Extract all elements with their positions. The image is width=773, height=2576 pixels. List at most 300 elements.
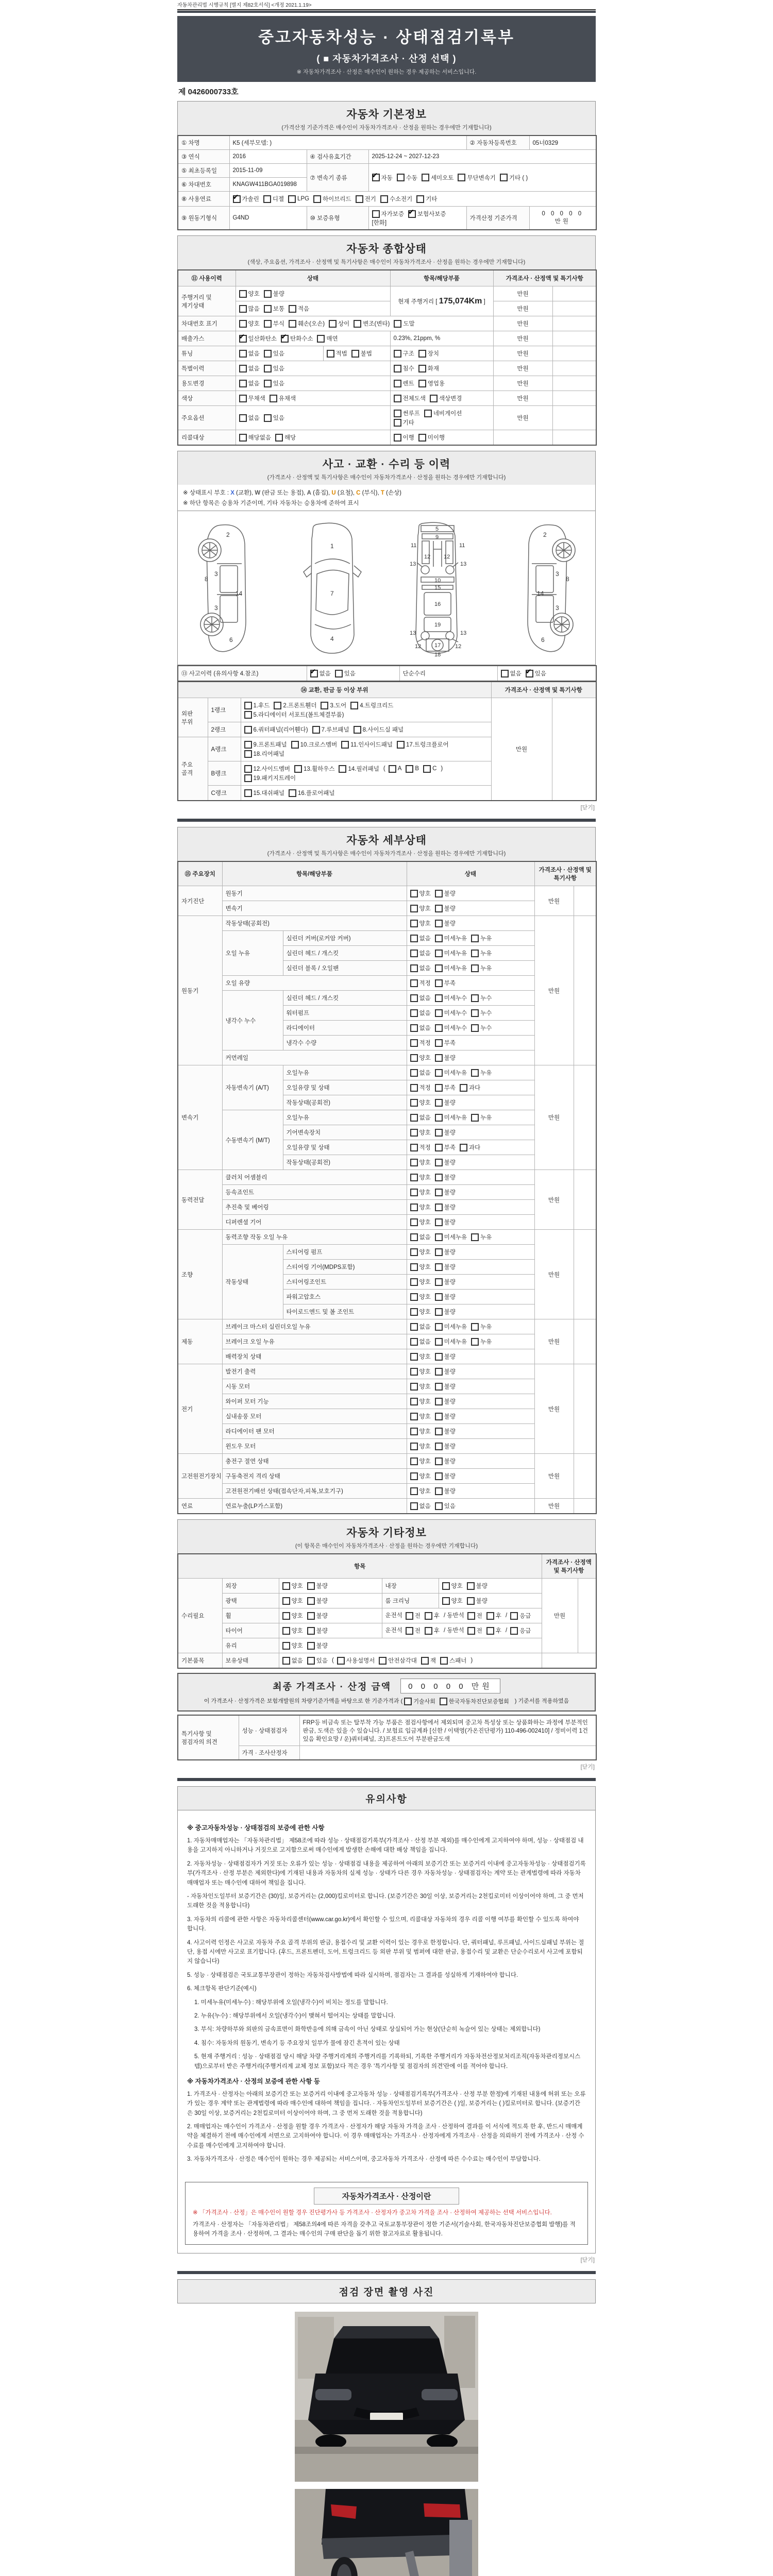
checkbox-양호[interactable]: [410, 1173, 431, 1181]
checkbox-적음[interactable]: [289, 304, 309, 313]
checkbox-후[interactable]: [486, 1612, 501, 1620]
checkbox-상이[interactable]: [329, 319, 349, 328]
checkbox-누수[interactable]: [471, 1024, 492, 1032]
row-label: 2랭크: [208, 722, 241, 737]
checkbox-있음[interactable]: [264, 414, 284, 422]
notice-paragraph: 1. 자동차매매업자는 「자동차관리법」 제58조에 따라 성능 · 상태점검기록부(가격조사 · 산정 부분 제외)를 매수인에게 고지하여야 하며, 성능 · 상태점검 내용을 고지하지 아니하거나 거짓으로 고지함으로써 매수인에게 발생한 손해에 대한 배상 책임을 집니다.: [187, 1838, 584, 1854]
checkbox-양호[interactable]: [410, 889, 431, 897]
checkbox-디젤[interactable]: [263, 195, 284, 203]
checkbox-불량[interactable]: [435, 1382, 456, 1391]
checkbox-box: [410, 905, 418, 912]
checkbox-label: 기타: [402, 420, 414, 426]
checkbox-미세누유[interactable]: [435, 949, 467, 957]
checkbox-미세누유[interactable]: [435, 1113, 467, 1122]
value-cell: KNAGW411BGA019898: [229, 178, 307, 192]
checkbox-탄화수소[interactable]: [281, 334, 313, 343]
checkbox-B[interactable]: [406, 765, 419, 773]
checkbox-양호[interactable]: [282, 1612, 303, 1620]
notice-paragraph: - 자동차인도일부터 보증기간은 (30)일, 보증거리는 (2,000)킬로미터로 합니다. (보증기간은 30일 이상, 보증거리는 2천킬로미터 이상이어야 하며, 그 중 먼저 도래한 것을 적용합니다): [187, 1893, 584, 1909]
checkbox-label: 미세누유: [444, 951, 467, 957]
checkbox-3.도어[interactable]: [321, 701, 346, 709]
checkbox-2.프론트휀더[interactable]: [274, 701, 316, 709]
checkbox-적정[interactable]: [410, 1039, 431, 1047]
checkbox-도말[interactable]: [394, 319, 414, 328]
checkbox-불량[interactable]: [435, 1158, 456, 1166]
checkbox-불량[interactable]: [435, 1188, 456, 1196]
checkbox-응급[interactable]: [510, 1612, 531, 1620]
checkbox-없음[interactable]: [410, 1323, 431, 1331]
checkbox-전체도색[interactable]: [394, 394, 426, 402]
checkbox-label: 색상변경: [439, 396, 462, 402]
checkbox-19.패키지트레이[interactable]: [244, 774, 296, 782]
checkbox-과다[interactable]: [460, 1083, 480, 1092]
checkbox-불량[interactable]: [307, 1597, 328, 1605]
checkbox-누유[interactable]: [471, 1113, 492, 1122]
checkbox-label: 부족: [444, 1085, 456, 1091]
checkbox-box: [317, 335, 325, 343]
checkbox-무채색[interactable]: [239, 394, 265, 402]
checkbox-불량[interactable]: [435, 1128, 456, 1137]
checkbox-기타 ( )[interactable]: [500, 174, 528, 182]
checkbox-부식[interactable]: [264, 319, 284, 328]
checkbox-불량[interactable]: [435, 1098, 456, 1107]
checkbox-1.후드[interactable]: [244, 701, 270, 709]
legend-code-U: U: [331, 490, 336, 496]
checkbox-누유[interactable]: [471, 1337, 492, 1346]
checkbox-10.크로스멤버[interactable]: [291, 740, 338, 749]
close-link[interactable]: [닫기]: [580, 805, 595, 811]
checkbox-box: [435, 890, 443, 897]
checkbox-label: 양호: [291, 1628, 303, 1634]
checkbox-안전삼각대[interactable]: [379, 1656, 417, 1665]
checkbox-양호[interactable]: [410, 904, 431, 912]
checkbox-box: [282, 1627, 290, 1635]
checkbox-양호[interactable]: [282, 1582, 303, 1590]
checkbox-label: 미세누수: [444, 1010, 467, 1016]
checkbox-양호[interactable]: [410, 1382, 431, 1391]
checkbox-box: [288, 195, 296, 203]
checkbox-있음[interactable]: [264, 379, 284, 387]
checkbox-양호[interactable]: [442, 1582, 463, 1590]
checkbox-A[interactable]: [389, 765, 402, 773]
checkbox-자가보증[interactable]: [372, 210, 404, 218]
checkbox-부족[interactable]: [435, 1039, 456, 1047]
checkbox-불량[interactable]: [435, 1472, 456, 1480]
checkbox-썬루프[interactable]: [394, 409, 420, 417]
checkbox-후[interactable]: [486, 1626, 501, 1635]
checkbox-label: 불량: [444, 1354, 456, 1360]
checkbox-무단변속기[interactable]: [458, 174, 496, 182]
checkbox-유채색[interactable]: [270, 394, 296, 402]
checkbox-label: 네비게이션: [433, 411, 462, 417]
checkbox-잭[interactable]: [421, 1656, 436, 1665]
checkbox-미세누유[interactable]: [435, 1323, 467, 1331]
checkbox-부족[interactable]: [435, 1083, 456, 1092]
form-reference: 자동차관리법 시행규칙 [별지 제82호서식] <개정 2021.1.19>: [177, 3, 312, 8]
checkbox-불량[interactable]: [435, 1487, 456, 1495]
checkbox-불량[interactable]: [307, 1626, 328, 1635]
checkbox-부족[interactable]: [435, 979, 456, 987]
checkbox-없음[interactable]: [410, 964, 431, 972]
checkbox-불법[interactable]: [351, 349, 372, 358]
checkbox-이행[interactable]: [394, 433, 414, 442]
checkbox-하이브리드[interactable]: [313, 195, 351, 203]
checkbox-label: 사용설명서: [346, 1658, 375, 1664]
row-label: 광택: [222, 1594, 279, 1608]
close-link[interactable]: [닫기]: [580, 1764, 595, 1771]
checkbox-불량[interactable]: [467, 1597, 488, 1605]
checkbox-양호[interactable]: [410, 1158, 431, 1166]
checkbox-있음[interactable]: [526, 669, 546, 677]
checkbox-전[interactable]: [406, 1626, 421, 1635]
checkbox-미세누유[interactable]: [435, 1069, 467, 1077]
checkbox-box: [471, 1069, 479, 1077]
checkbox-box: [410, 1487, 418, 1495]
checkbox-적정[interactable]: [410, 1143, 431, 1151]
checkbox-양호[interactable]: [410, 1278, 431, 1286]
checkbox-label: 불량: [444, 921, 456, 927]
checkbox-불량[interactable]: [307, 1582, 328, 1590]
checkbox-불량[interactable]: [435, 1248, 456, 1256]
checkbox-색상변경[interactable]: [430, 394, 462, 402]
checkbox-전[interactable]: [406, 1612, 421, 1620]
checkbox-화재[interactable]: [418, 364, 439, 372]
checkbox-group: [407, 1185, 534, 1200]
checkbox-양호[interactable]: [410, 1248, 431, 1256]
checkbox-침수[interactable]: [394, 364, 414, 372]
checkbox-label: 불량: [316, 1643, 328, 1649]
checkbox-수소전기[interactable]: [380, 195, 412, 203]
checkbox-box: [289, 320, 296, 328]
row-label: 워터펌프: [283, 1006, 407, 1021]
checkbox-양호[interactable]: [239, 290, 260, 298]
checkbox-불량[interactable]: [435, 1173, 456, 1181]
checkbox-label: 14.필러패널: [348, 766, 379, 772]
checkbox-group: [368, 164, 596, 192]
row-label: 가격산정 기준가격: [466, 207, 529, 230]
checkbox-14.필러패널[interactable]: [339, 765, 379, 773]
checkbox-미세누유[interactable]: [435, 1233, 467, 1241]
row-label: 작동상태: [222, 1245, 283, 1319]
checkbox-불량[interactable]: [435, 1457, 456, 1465]
price-box-red-note: ※ 「가격조사 · 산정」은 매수인이 원할 경우 진단평가사 등 가격조사 · 산정자가 중고차 가격을 조사 · 산정하여 제공하는 선택 서비스입니다.: [193, 2209, 552, 2216]
checkbox-있음[interactable]: [435, 1502, 456, 1510]
checkbox-자동[interactable]: [372, 174, 393, 182]
checkbox-불량[interactable]: [435, 1427, 456, 1435]
price-box-title: 자동차가격조사 · 산정이란: [314, 2188, 459, 2205]
checkbox-label: 양호: [248, 321, 260, 327]
checkbox-한국자동차진단보증협회[interactable]: [440, 1697, 509, 1705]
checkbox-label: 구조: [402, 351, 414, 357]
checkbox-label: 양호: [451, 1583, 463, 1589]
checkbox-양호[interactable]: [410, 1308, 431, 1316]
row-label: 보유상태: [222, 1653, 279, 1669]
accident-history-table: [177, 665, 597, 682]
checkbox-양호[interactable]: [410, 1427, 431, 1435]
checkbox-15.대쉬패널[interactable]: [244, 789, 284, 797]
checkbox-box: [244, 726, 252, 734]
checkbox-불량[interactable]: [435, 1442, 456, 1450]
row-label: 유리: [222, 1638, 279, 1653]
checkbox-누유[interactable]: [471, 964, 492, 972]
checkbox-있음[interactable]: [264, 364, 284, 372]
checkbox-13.휠하우스[interactable]: [294, 765, 334, 773]
checkbox-box: [356, 195, 363, 203]
checkbox-일산화탄소[interactable]: [239, 334, 277, 343]
checkbox-기타[interactable]: [416, 195, 437, 203]
checkbox-변조(변타)[interactable]: [354, 319, 390, 328]
checkbox-훼손(오손)[interactable]: [289, 319, 325, 328]
checkbox-18.리어패널[interactable]: [244, 750, 284, 758]
checkbox-label: 18.리어패널: [253, 751, 284, 757]
checkbox-group: [407, 1021, 534, 1036]
checkbox-label: 없음: [510, 671, 522, 677]
checkbox-누유[interactable]: [471, 934, 492, 942]
checkbox-없음[interactable]: [410, 1502, 431, 1510]
checkbox-group: [279, 1594, 382, 1608]
checkbox-9.프론트패널[interactable]: [244, 740, 287, 749]
checkbox-양호[interactable]: [410, 1457, 431, 1465]
checkbox-있음[interactable]: [335, 669, 356, 677]
checkbox-없음[interactable]: [239, 364, 260, 372]
checkbox-매연[interactable]: [317, 334, 338, 343]
checkbox-box: [239, 365, 247, 372]
checkbox-해당[interactable]: [275, 433, 296, 442]
checkbox-label: 8.사이드실 패널: [362, 727, 404, 733]
checkbox-있음[interactable]: [264, 349, 284, 358]
checkbox-양호[interactable]: [410, 1218, 431, 1226]
row-label: 원동기: [222, 886, 407, 901]
checkbox-없음[interactable]: [410, 1009, 431, 1017]
accident-parts-table: [177, 681, 597, 801]
checkbox-불량[interactable]: [435, 1218, 456, 1226]
checkbox-불량[interactable]: [435, 1054, 456, 1062]
checkbox-보통[interactable]: [264, 304, 284, 313]
checkbox-렌트[interactable]: [394, 379, 414, 387]
row-label: ⑤ 최초등록일: [178, 164, 229, 178]
checkbox-group: [407, 1364, 534, 1379]
checkbox-불량[interactable]: [435, 919, 456, 927]
checkbox-구조[interactable]: [394, 349, 414, 358]
checkbox-불량[interactable]: [435, 1263, 456, 1271]
checkbox-box: [416, 195, 424, 203]
checkbox-미세누수[interactable]: [435, 1024, 467, 1032]
checkbox-세미오토[interactable]: [422, 174, 453, 182]
checkbox-스패너[interactable]: [440, 1656, 466, 1665]
checkbox-미세누유[interactable]: [435, 964, 467, 972]
checkbox-보험사보증[interactable]: [408, 210, 446, 218]
checkbox-불량[interactable]: [435, 1397, 456, 1405]
checkbox-양호[interactable]: [442, 1597, 463, 1605]
checkbox-불량[interactable]: [435, 904, 456, 912]
notice-paragraph: 3. 자동차가격조사 · 산정은 매수인이 원하는 경우 제공되는 서비스이며, 중고자동차 가격조사 · 산정에 따른 수수료는 매수인이 부담합니다.: [187, 2156, 541, 2163]
checkbox-누유[interactable]: [471, 1323, 492, 1331]
checkbox-없음[interactable]: [410, 1113, 431, 1122]
checkbox-5.라디에이터 서포트(볼트체결부품)[interactable]: [244, 710, 344, 719]
checkbox-label: 응급: [519, 1613, 531, 1619]
checkbox-box: [335, 670, 343, 677]
checkbox-box: [471, 950, 479, 957]
checkbox-LPG[interactable]: [288, 195, 309, 203]
checkbox-16.플로어패널[interactable]: [289, 789, 335, 797]
checkbox-양호[interactable]: [282, 1597, 303, 1605]
checkbox-양호[interactable]: [282, 1641, 303, 1650]
checkbox-양호[interactable]: [410, 1442, 431, 1450]
checkbox-box: [435, 1174, 443, 1181]
checkbox-양호[interactable]: [239, 319, 260, 328]
checkbox-8.사이드실 패널[interactable]: [354, 725, 404, 734]
checkbox-불량[interactable]: [467, 1582, 488, 1590]
checkbox-없음[interactable]: [239, 379, 260, 387]
checkbox-누수[interactable]: [471, 1009, 492, 1017]
checkbox-label: 양호: [419, 1294, 431, 1300]
checkbox-없음[interactable]: [410, 949, 431, 957]
checkbox-전기[interactable]: [356, 195, 376, 203]
checkbox-누유[interactable]: [471, 949, 492, 957]
checkbox-미세누유[interactable]: [435, 934, 467, 942]
checkbox-양호[interactable]: [410, 1054, 431, 1062]
checkbox-7.루브패널[interactable]: [312, 725, 349, 734]
checkbox-미세누수[interactable]: [435, 1009, 467, 1017]
row-label: 외장: [222, 1579, 279, 1594]
checkbox-box: [418, 380, 426, 387]
checkbox-양호[interactable]: [410, 1203, 431, 1211]
checkbox-양호[interactable]: [410, 1412, 431, 1420]
checkbox-불량[interactable]: [435, 1352, 456, 1361]
checkbox-불량[interactable]: [435, 1293, 456, 1301]
checkbox-부족[interactable]: [435, 1143, 456, 1151]
checkbox-양호[interactable]: [410, 1263, 431, 1271]
checkbox-label: 불량: [444, 1219, 456, 1226]
checkbox-후[interactable]: [425, 1626, 440, 1635]
section-detail-desc: (가격조사 · 산정액 및 특기사항은 매수인이 자동차가격조사 · 산정을 원하는 경우에만 기재합니다): [267, 851, 506, 857]
checkbox-없음[interactable]: [410, 934, 431, 942]
checkbox-group: [407, 916, 534, 931]
checkbox-양호[interactable]: [410, 1188, 431, 1196]
checkbox-사용설명서[interactable]: [337, 1656, 375, 1665]
checkbox-없음[interactable]: [410, 994, 431, 1002]
checkbox-양호[interactable]: [410, 1128, 431, 1137]
checkbox-label: 양호: [419, 1160, 431, 1166]
checkbox-label: 누유: [480, 1339, 492, 1345]
checkbox-17.트렁크플로어[interactable]: [397, 740, 449, 749]
checkbox-없음[interactable]: [239, 349, 260, 358]
checkbox-없음[interactable]: [410, 1024, 431, 1032]
checkbox-적정[interactable]: [410, 979, 431, 987]
checkbox-label: 없음: [419, 1010, 431, 1016]
checkbox-없음[interactable]: [501, 669, 522, 677]
checkbox-수동[interactable]: [397, 174, 417, 182]
checkbox-불량[interactable]: [307, 1612, 328, 1620]
checkbox-양호[interactable]: [410, 1367, 431, 1376]
checkbox-미이행[interactable]: [418, 433, 445, 442]
checkbox-label: 불량: [476, 1583, 488, 1589]
checkbox-불량[interactable]: [435, 1278, 456, 1286]
checkbox-box: [430, 395, 438, 402]
checkbox-없음[interactable]: [410, 1069, 431, 1077]
checkbox-있음[interactable]: [307, 1656, 328, 1665]
checkbox-과다[interactable]: [460, 1143, 480, 1151]
checkbox-box: [435, 1099, 443, 1107]
checkbox-장치[interactable]: [418, 349, 439, 358]
checkbox-누유[interactable]: [471, 1233, 492, 1241]
row-label: 기어변속장치: [283, 1125, 407, 1140]
checkbox-6.쿼터패널(리어휀다)[interactable]: [244, 725, 308, 734]
checkbox-미세누유[interactable]: [435, 1337, 467, 1346]
checkbox-많음[interactable]: [239, 304, 260, 313]
checkbox-불량[interactable]: [435, 889, 456, 897]
checkbox-불량[interactable]: [307, 1641, 328, 1650]
checkbox-11.인사이드패널[interactable]: [341, 740, 393, 749]
row-label: 특기사항 및 점검자의 의견: [178, 1715, 239, 1760]
checkbox-응급[interactable]: [510, 1626, 531, 1635]
close-link[interactable]: [닫기]: [580, 2257, 595, 2264]
checkbox-가솔린[interactable]: [233, 195, 259, 203]
checkbox-양호[interactable]: [410, 919, 431, 927]
checkbox-box: [435, 1024, 443, 1032]
checkbox-불량[interactable]: [435, 1367, 456, 1376]
checkbox-영업용[interactable]: [418, 379, 445, 387]
checkbox-12.사이드멤버[interactable]: [244, 765, 291, 773]
checkbox-미세누수[interactable]: [435, 994, 467, 1002]
checkbox-후[interactable]: [425, 1612, 440, 1620]
checkbox-label: 적정: [419, 1040, 431, 1046]
checkbox-C[interactable]: [423, 765, 436, 773]
checkbox-적정[interactable]: [410, 1083, 431, 1092]
checkbox-box: [282, 1642, 290, 1650]
checkbox-label: 미세누유: [444, 1070, 467, 1076]
checkbox-불량[interactable]: [435, 1412, 456, 1420]
checkbox-불량[interactable]: [435, 1308, 456, 1316]
checkbox-없음[interactable]: [410, 1337, 431, 1346]
checkbox-해당없음[interactable]: [239, 433, 271, 442]
checkbox-없음[interactable]: [239, 414, 260, 422]
checkbox-기타[interactable]: [394, 418, 414, 427]
checkbox-적법[interactable]: [327, 349, 347, 358]
checkbox-box: [244, 750, 252, 758]
checkbox-양호[interactable]: [410, 1293, 431, 1301]
checkbox-box: [289, 789, 296, 797]
checkbox-전[interactable]: [467, 1626, 482, 1635]
checkbox-label: 불량: [444, 1294, 456, 1300]
checkbox-box: [418, 434, 426, 442]
checkbox-전[interactable]: [467, 1612, 482, 1620]
checkbox-누수[interactable]: [471, 994, 492, 1002]
row-label: 작동상태(공회전): [222, 916, 407, 931]
checkbox-불량[interactable]: [264, 290, 284, 298]
checkbox-양호[interactable]: [410, 1397, 431, 1405]
checkbox-box: [425, 1627, 432, 1635]
checkbox-양호[interactable]: [410, 1472, 431, 1480]
checkbox-box: [435, 905, 443, 912]
checkbox-없음[interactable]: [310, 669, 331, 677]
checkbox-양호[interactable]: [410, 1352, 431, 1361]
checkbox-누유[interactable]: [471, 1069, 492, 1077]
checkbox-불량[interactable]: [435, 1203, 456, 1211]
checkbox-양호[interactable]: [410, 1098, 431, 1107]
checkbox-없음[interactable]: [410, 1233, 431, 1241]
checkbox-group: [241, 786, 491, 801]
checkbox-양호[interactable]: [282, 1626, 303, 1635]
checkbox-box: [270, 395, 277, 402]
checkbox-기술사회[interactable]: [404, 1697, 435, 1705]
checkbox-4.트렁크리드[interactable]: [350, 701, 393, 709]
checkbox-box: [307, 1627, 315, 1635]
row-label: 고전원전기배선 상태(접속단자,피복,보호기구): [222, 1484, 407, 1499]
checkbox-양호[interactable]: [410, 1487, 431, 1495]
checkbox-없음[interactable]: [282, 1656, 303, 1665]
checkbox-네비게이션[interactable]: [424, 409, 462, 417]
